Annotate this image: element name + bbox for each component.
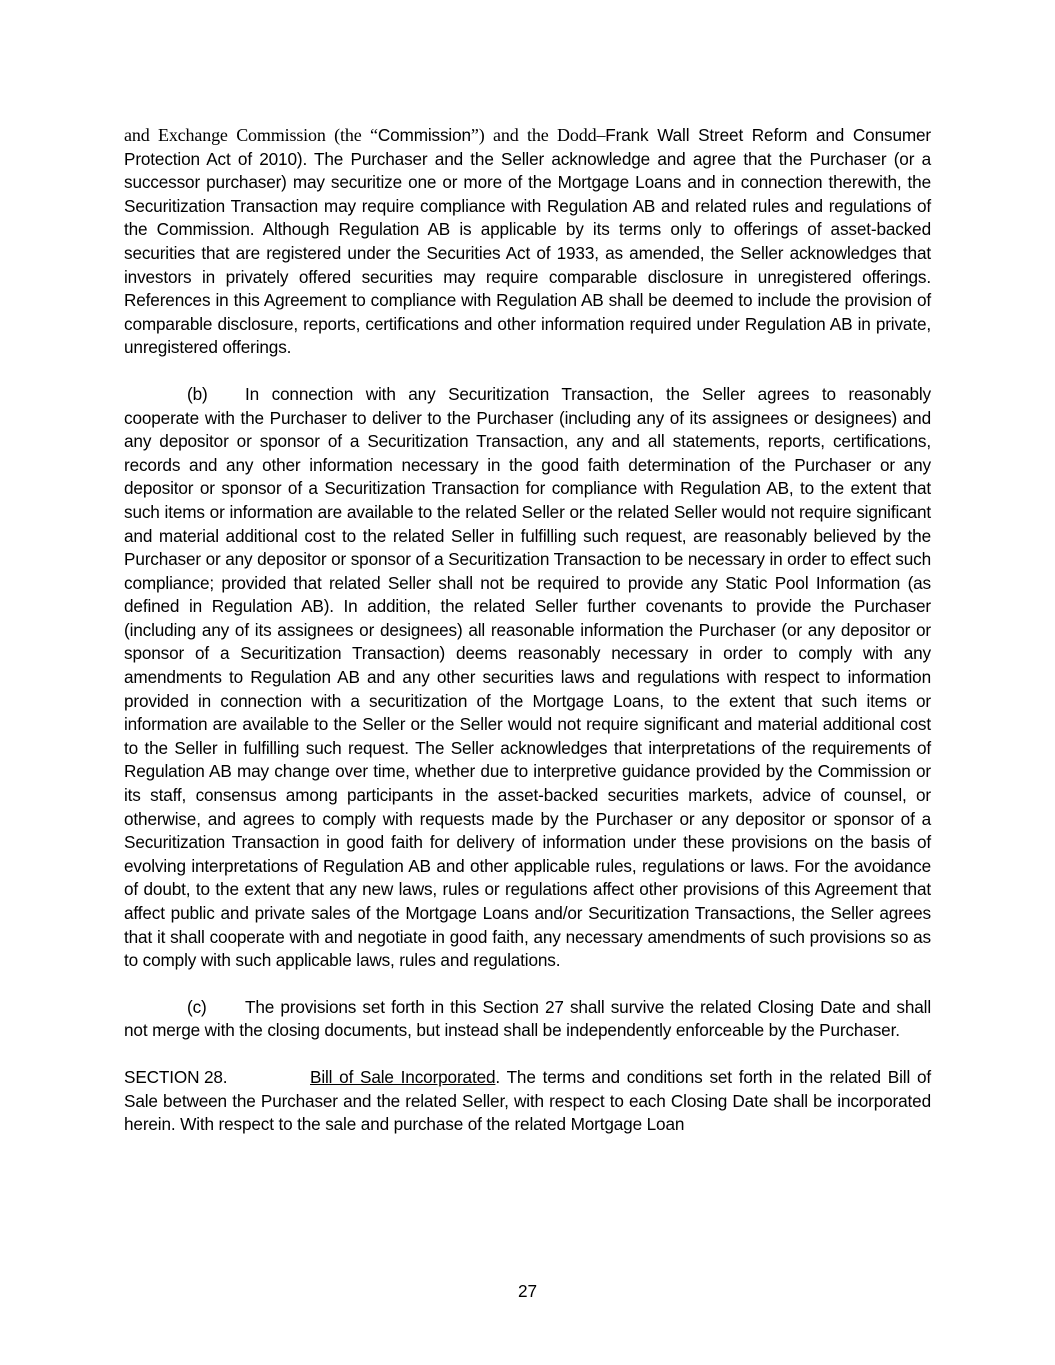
section-28-heading: SECTION 28. — [124, 1066, 228, 1087]
paragraph-a-continuation — [124, 124, 931, 360]
paragraph-b-label: (b) — [187, 383, 208, 404]
paragraph-a-lead: and Exchange Commission (the “ — [124, 125, 378, 145]
document-body — [124, 124, 931, 1160]
paragraph-a-text: Frank Wall Street Reform and Consumer Protection Act of 2010). The Purchaser and the Seller acknowledge and agree that the Purchaser (or a successor purchaser) may securitize one or more of the Mortgage Loans and in connection therewith, the Securitization Transaction may require compliance with Regulation AB and related rules and regulations of the Commission. Although Regulation AB is applicable by its terms only to offerings of asset-backed securities that are registered under the Securities Act of 1933, as amended, the Seller acknowledges that investors in privately offered securities may require comparable disclosure in unregistered offerings. References in this Agreement to compliance with Regulation AB shall be deemed to include the provision of comparable disclosure, reports, certifications and other information required under Regulation AB in private, unregistered offerings. — [124, 125, 932, 358]
section-28-title-period: . — [495, 1066, 501, 1087]
paragraph-a-lead-2: ”) and the Dodd– — [470, 125, 606, 145]
page-number: 27 — [517, 1281, 538, 1301]
section-28-title: Bill of Sale Incorporated — [310, 1066, 496, 1087]
section-28 — [124, 1066, 931, 1137]
paragraph-b — [124, 383, 931, 973]
paragraph-c-text: The provisions set forth in this Section 27 shall survive the related Closing Date and shall not merge with the closing documents, but instead shall be independently enforceable by the Purchaser. — [124, 996, 931, 1041]
section-28-text: The terms and conditions set forth in the related Bill of Sale between the Purchaser and the related Seller, with respect to each Closing Date shall be incorporated herein. With respect to the sale and purchase of the related Mortgage Loan — [124, 1066, 931, 1135]
commission-term: Commission — [377, 125, 471, 145]
paragraph-c-label: (c) — [187, 996, 207, 1017]
paragraph-b-text: In connection with any Securitization Transaction, the Seller agrees to reasonably cooperate with the Purchaser to deliver to the Purchaser (including any of its assignees or designees) and any depositor or sponsor of a Securitization Transaction, any and all statements, reports, certifications, records and any other information necessary in the good faith determination of the Purchaser or any depositor or sponsor of a Securitization Transaction for compliance with Regulation AB, to the extent that such items or information are available to the related Seller or the related Seller would not require significant and material additional cost to the related Seller in fulfilling such request, are reasonably believed by the Purchaser or any depositor or sponsor of a Securitization Transaction to be necessary in order to effect such compliance; provided that related Seller shall not be required to provide any Static Pool Information (as defined in Regulation AB). In addition, the related Seller further covenants to provide the Purchaser (including any of its assignees or designees) all reasonable information the Purchaser (or any depositor or sponsor of a Securitization Transaction) deems reasonably necessary in order to comply with any amendments to Regulation AB and any other securities laws and regulations with respect to information provided in connection with a securitization of the Mortgage Loans, to the extent that such items or information are available to the Seller or the Seller would not require significant and material additional cost to the Seller in fulfilling such request. The Seller acknowledges that interpretations of the requirements of Regulation AB may change over time, whether due to interpretive guidance provided by the Commission or its staff, consensus among participants in the asset-backed securities markets, advice of counsel, or otherwise, and agrees to comply with requests made by the Purchaser or any depositor or sponsor of a Securitization Transaction in good faith for delivery of information under these provisions on the basis of evolving interpretations of Regulation AB and other applicable rules, regulations or laws. For the avoidance of doubt, to the extent that any new laws, rules or regulations affect other provisions of this Agreement that affect public and private sales of the Mortgage Loans and/or Securitization Transactions, the Seller agrees that it shall cooperate with and negotiate in good faith, any necessary amendments of such provisions so as to comply with such applicable laws, rules and regulations. — [124, 383, 931, 971]
paragraph-c — [124, 996, 931, 1043]
